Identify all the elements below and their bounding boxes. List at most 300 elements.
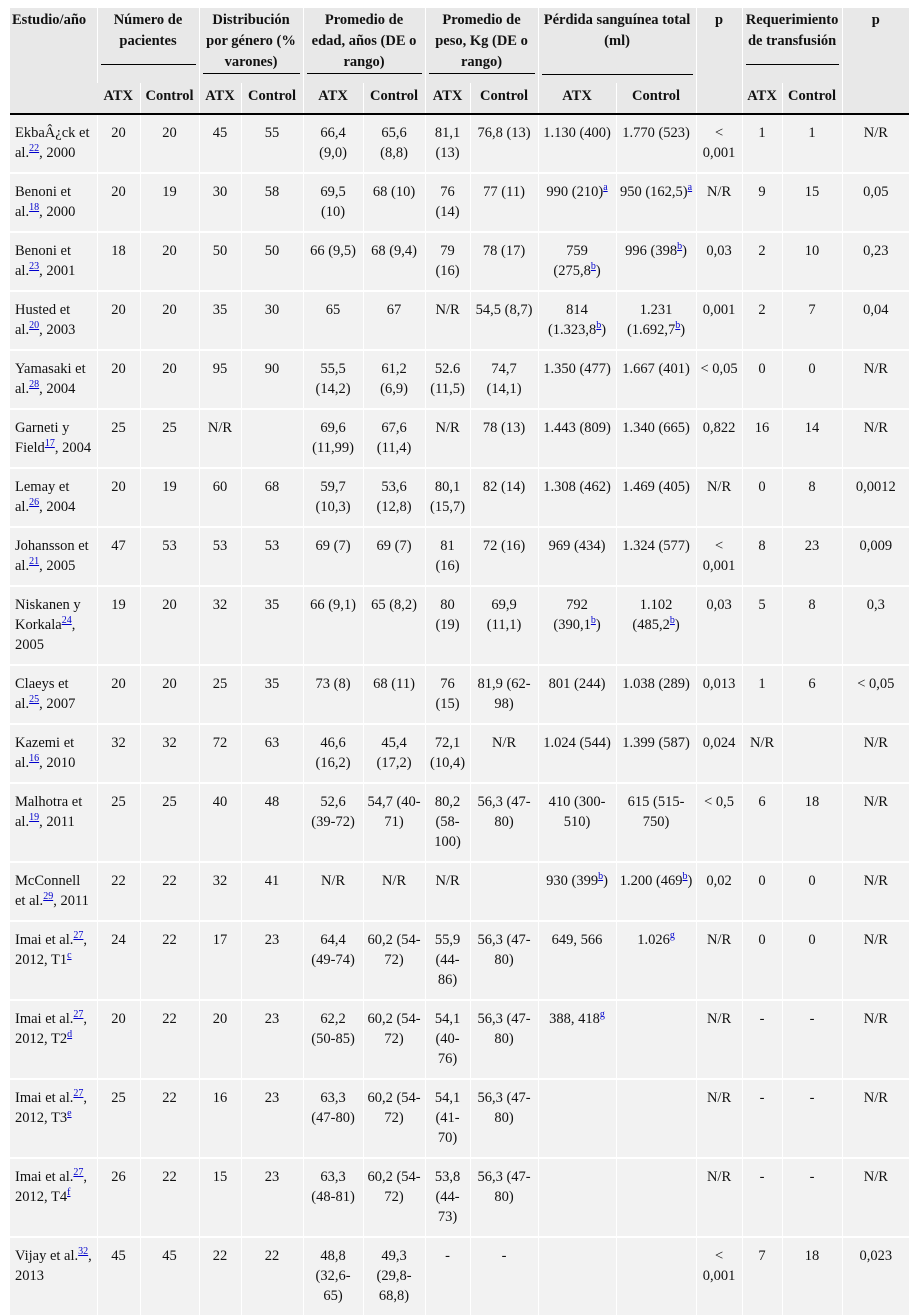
blood-loss-control-cell bbox=[616, 350, 696, 409]
patients-atx-cell: 20 bbox=[97, 114, 140, 173]
blood-loss-atx-cell bbox=[538, 1000, 616, 1079]
p-value-transfusion-cell: 0,023 bbox=[842, 1237, 909, 1316]
footnote-link[interactable]: b bbox=[596, 320, 602, 332]
blood-loss-value: 649, 566 bbox=[551, 932, 603, 948]
study-year: , 2012, T1 bbox=[15, 932, 88, 968]
study-cell bbox=[10, 291, 97, 350]
transfusion-control-cell: 0 bbox=[782, 921, 842, 1000]
blood-loss-atx-cell bbox=[538, 468, 616, 527]
gender-atx-cell: 60 bbox=[199, 468, 241, 527]
study-year: , 2000 bbox=[39, 145, 76, 161]
patients-atx-cell: 20 bbox=[97, 173, 140, 232]
weight-control-cell: 78 (13) bbox=[470, 409, 538, 468]
study-year: , 2012, T3 bbox=[15, 1090, 88, 1126]
transfusion-atx-cell: 16 bbox=[742, 409, 782, 468]
table-row bbox=[10, 1000, 909, 1079]
reference-link[interactable]: 27 bbox=[73, 930, 84, 942]
header-tr-atx: ATX bbox=[742, 83, 782, 114]
blood-loss-value: 1.231 (1.692,7 bbox=[626, 302, 676, 338]
blood-loss-value: 1.308 (462) bbox=[543, 479, 611, 495]
gender-atx-cell: 17 bbox=[199, 921, 241, 1000]
weight-control-cell: 54,5 (8,7) bbox=[470, 291, 538, 350]
p-value-blood-loss-cell: 0,001 bbox=[696, 291, 742, 350]
study-cell bbox=[10, 1000, 97, 1079]
transfusion-control-cell: - bbox=[782, 1079, 842, 1158]
study-year: , 2013 bbox=[15, 1248, 92, 1284]
blood-loss-value: 1.443 (809) bbox=[543, 420, 611, 436]
patients-control-cell: 20 bbox=[140, 586, 199, 665]
blood-loss-control-cell bbox=[616, 527, 696, 586]
header-age-control: Control bbox=[363, 83, 425, 114]
age-atx-cell: 66 (9,5) bbox=[303, 232, 363, 291]
weight-atx-cell: 81 (16) bbox=[425, 527, 470, 586]
blood-loss-control-cell bbox=[616, 468, 696, 527]
transfusion-control-cell: 14 bbox=[782, 409, 842, 468]
reference-link[interactable]: 29 bbox=[43, 891, 54, 903]
gender-atx-cell: 30 bbox=[199, 173, 241, 232]
p-value-transfusion-cell: N/R bbox=[842, 921, 909, 1000]
study-cell bbox=[10, 921, 97, 1000]
table-row bbox=[10, 468, 909, 527]
gender-atx-cell: N/R bbox=[199, 409, 241, 468]
footnote-link[interactable]: b bbox=[590, 615, 596, 627]
p-value-transfusion-cell: N/R bbox=[842, 862, 909, 921]
header-pat-control: Control bbox=[140, 83, 199, 114]
gender-control-cell bbox=[241, 409, 303, 468]
study-cell bbox=[10, 586, 97, 665]
weight-control-cell: 56,3 (47-80) bbox=[470, 783, 538, 862]
weight-atx-cell: - bbox=[425, 1237, 470, 1316]
table-row bbox=[10, 921, 909, 1000]
gender-atx-cell: 53 bbox=[199, 527, 241, 586]
study-year: , 2010 bbox=[39, 755, 76, 771]
blood-loss-atx-cell bbox=[538, 665, 616, 724]
blood-loss-value: 1.469 (405) bbox=[622, 479, 690, 495]
patients-atx-cell: 20 bbox=[97, 468, 140, 527]
patients-control-cell: 22 bbox=[140, 921, 199, 1000]
age-control-cell: N/R bbox=[363, 862, 425, 921]
table-row bbox=[10, 1237, 909, 1316]
weight-control-cell: 82 (14) bbox=[470, 468, 538, 527]
footnote-link[interactable]: b bbox=[598, 871, 604, 883]
patients-atx-cell: 25 bbox=[97, 409, 140, 468]
reference-link[interactable]: 27 bbox=[73, 1088, 84, 1100]
reference-link[interactable]: 24 bbox=[61, 615, 72, 627]
blood-loss-control-cell bbox=[616, 409, 696, 468]
study-cell bbox=[10, 232, 97, 291]
study-year: , 2004 bbox=[39, 499, 76, 515]
blood-loss-control-cell bbox=[616, 114, 696, 173]
gender-atx-cell: 32 bbox=[199, 586, 241, 665]
transfusion-control-cell: - bbox=[782, 1158, 842, 1237]
blood-loss-control-cell bbox=[616, 862, 696, 921]
reference-link[interactable]: 20 bbox=[29, 320, 40, 332]
age-control-cell: 68 (10) bbox=[363, 173, 425, 232]
patients-control-cell: 20 bbox=[140, 665, 199, 724]
weight-atx-cell: 80,2 (58-100) bbox=[425, 783, 470, 862]
blood-loss-control-cell bbox=[616, 586, 696, 665]
gender-control-cell: 68 bbox=[241, 468, 303, 527]
gender-control-cell: 23 bbox=[241, 1158, 303, 1237]
patients-control-cell: 53 bbox=[140, 527, 199, 586]
reference-link[interactable]: 26 bbox=[29, 497, 40, 509]
p-value-blood-loss-cell: < 0,001 bbox=[696, 1237, 742, 1316]
age-atx-cell: 62,2 (50-85) bbox=[303, 1000, 363, 1079]
p-value-transfusion-cell: 0,0012 bbox=[842, 468, 909, 527]
footnote-link[interactable]: e bbox=[67, 1108, 72, 1120]
blood-loss-value: 1.667 (401) bbox=[622, 361, 690, 377]
transfusion-control-cell: 10 bbox=[782, 232, 842, 291]
reference-link[interactable]: 18 bbox=[29, 202, 40, 214]
blood-loss-tail: ) bbox=[680, 322, 686, 338]
weight-control-cell: 81,9 (62-98) bbox=[470, 665, 538, 724]
footnote-link[interactable]: a bbox=[687, 182, 693, 194]
gender-atx-cell: 25 bbox=[199, 665, 241, 724]
blood-loss-control-cell bbox=[616, 724, 696, 783]
study-name: Imai et al. bbox=[15, 932, 74, 948]
reference-link[interactable]: 28 bbox=[29, 379, 40, 391]
study-cell bbox=[10, 1237, 97, 1316]
blood-loss-value: 1.350 (477) bbox=[543, 361, 611, 377]
transfusion-atx-cell: 2 bbox=[742, 291, 782, 350]
header-age bbox=[303, 8, 425, 83]
patients-atx-cell: 18 bbox=[97, 232, 140, 291]
footnote-link[interactable]: b bbox=[669, 615, 675, 627]
blood-loss-value: 1.102 (485,2 bbox=[632, 597, 673, 633]
weight-control-cell: 69,9 (11,1) bbox=[470, 586, 538, 665]
study-name: Imai et al. bbox=[15, 1011, 74, 1027]
age-atx-cell: 52,6 (39-72) bbox=[303, 783, 363, 862]
study-name: Vijay et al. bbox=[15, 1248, 79, 1264]
transfusion-control-cell: 1 bbox=[782, 114, 842, 173]
table-row bbox=[10, 527, 909, 586]
table-row bbox=[10, 409, 909, 468]
blood-loss-atx-cell bbox=[538, 173, 616, 232]
studies-table bbox=[10, 8, 909, 1316]
weight-atx-cell: 80 (19) bbox=[425, 586, 470, 665]
reference-link[interactable]: 16 bbox=[29, 753, 40, 765]
study-name: Yamasaki et al. bbox=[15, 361, 86, 397]
transfusion-atx-cell: - bbox=[742, 1158, 782, 1237]
gender-control-cell: 50 bbox=[241, 232, 303, 291]
header-weight-label: Promedio de peso, Kg (DE o rango) bbox=[429, 10, 535, 74]
footnote-link[interactable]: b bbox=[675, 320, 681, 332]
age-control-cell: 54,7 (40-71) bbox=[363, 783, 425, 862]
patients-atx-cell: 47 bbox=[97, 527, 140, 586]
gender-atx-cell: 32 bbox=[199, 862, 241, 921]
p-value-blood-loss-cell: N/R bbox=[696, 173, 742, 232]
p-value-blood-loss-cell: N/R bbox=[696, 1000, 742, 1079]
weight-control-cell: N/R bbox=[470, 724, 538, 783]
p-value-blood-loss-cell: N/R bbox=[696, 468, 742, 527]
reference-link[interactable]: 32 bbox=[78, 1246, 89, 1258]
patients-atx-cell: 22 bbox=[97, 862, 140, 921]
patients-atx-cell: 32 bbox=[97, 724, 140, 783]
age-control-cell: 65 (8,2) bbox=[363, 586, 425, 665]
transfusion-control-cell: 8 bbox=[782, 468, 842, 527]
study-name: Johansson et al. bbox=[15, 538, 89, 574]
study-name: Husted et al. bbox=[15, 302, 71, 338]
weight-control-cell bbox=[470, 862, 538, 921]
gender-control-cell: 23 bbox=[241, 1000, 303, 1079]
blood-loss-tail: ) bbox=[601, 322, 607, 338]
table-row bbox=[10, 1079, 909, 1158]
patients-atx-cell: 20 bbox=[97, 350, 140, 409]
reference-link[interactable]: 27 bbox=[73, 1009, 84, 1021]
study-year: , 2011 bbox=[39, 814, 75, 830]
weight-atx-cell: 72,1 (10,4) bbox=[425, 724, 470, 783]
patients-atx-cell: 20 bbox=[97, 665, 140, 724]
blood-loss-value: 1.399 (587) bbox=[622, 735, 690, 751]
study-year: , 2000 bbox=[39, 204, 76, 220]
patients-atx-cell: 25 bbox=[97, 1079, 140, 1158]
reference-link[interactable]: 17 bbox=[44, 438, 55, 450]
transfusion-atx-cell: 0 bbox=[742, 862, 782, 921]
p-value-blood-loss-cell: < 0,05 bbox=[696, 350, 742, 409]
blood-loss-control-cell bbox=[616, 921, 696, 1000]
p-value-blood-loss-cell: < 0,001 bbox=[696, 114, 742, 173]
header-age-atx: ATX bbox=[303, 83, 363, 114]
blood-loss-value: 950 (162,5) bbox=[619, 184, 688, 200]
age-control-cell: 45,4 (17,2) bbox=[363, 724, 425, 783]
blood-loss-value: 759 (275,8 bbox=[553, 243, 591, 279]
age-control-cell: 67 bbox=[363, 291, 425, 350]
weight-atx-cell: 81,1 (13) bbox=[425, 114, 470, 173]
blood-loss-value: 801 (244) bbox=[548, 676, 606, 692]
header-study: Estudio/año bbox=[10, 8, 97, 114]
weight-atx-cell: 55,9 (44-86) bbox=[425, 921, 470, 1000]
patients-atx-cell: 19 bbox=[97, 586, 140, 665]
study-year: , 2005 bbox=[15, 617, 76, 653]
study-cell bbox=[10, 724, 97, 783]
blood-loss-value: 1.026 bbox=[637, 932, 670, 948]
study-cell bbox=[10, 468, 97, 527]
header-p1: p bbox=[696, 8, 742, 114]
blood-loss-value: 1.130 (400) bbox=[543, 125, 611, 141]
patients-atx-cell: 25 bbox=[97, 783, 140, 862]
header-gen-control: Control bbox=[241, 83, 303, 114]
reference-link[interactable]: 21 bbox=[29, 556, 40, 568]
age-atx-cell: 69,6 (11,99) bbox=[303, 409, 363, 468]
gender-control-cell: 30 bbox=[241, 291, 303, 350]
table-row bbox=[10, 586, 909, 665]
blood-loss-atx-cell bbox=[538, 291, 616, 350]
blood-loss-control-cell bbox=[616, 783, 696, 862]
transfusion-atx-cell: 8 bbox=[742, 527, 782, 586]
table-body bbox=[10, 114, 909, 1316]
footnote-link[interactable]: c bbox=[67, 950, 72, 962]
blood-loss-value: 930 (399 bbox=[546, 873, 599, 889]
gender-atx-cell: 15 bbox=[199, 1158, 241, 1237]
gender-atx-cell: 40 bbox=[199, 783, 241, 862]
blood-loss-value: 990 (210) bbox=[546, 184, 604, 200]
table-row bbox=[10, 1158, 909, 1237]
study-year: , 2012, T2 bbox=[15, 1011, 88, 1047]
age-atx-cell: 48,8 (32,6-65) bbox=[303, 1237, 363, 1316]
study-cell bbox=[10, 1079, 97, 1158]
patients-atx-cell: 20 bbox=[97, 1000, 140, 1079]
age-control-cell: 65,6 (8,8) bbox=[363, 114, 425, 173]
p-value-transfusion-cell: N/R bbox=[842, 724, 909, 783]
header-transfusion-label: Requerimiento de transfusión bbox=[746, 10, 839, 65]
blood-loss-value: 792 (390,1 bbox=[553, 597, 591, 633]
study-name: Malhotra et al. bbox=[15, 794, 83, 830]
patients-control-cell: 19 bbox=[140, 173, 199, 232]
footnote-link[interactable]: b bbox=[677, 241, 683, 253]
blood-loss-control-cell bbox=[616, 1237, 696, 1316]
weight-atx-cell: 54,1 (41-70) bbox=[425, 1079, 470, 1158]
gender-atx-cell: 72 bbox=[199, 724, 241, 783]
transfusion-atx-cell: 0 bbox=[742, 468, 782, 527]
table-header bbox=[10, 8, 909, 114]
header-transfusion bbox=[742, 8, 842, 83]
age-control-cell: 61,2 (6,9) bbox=[363, 350, 425, 409]
blood-loss-value: 1.770 (523) bbox=[622, 125, 690, 141]
study-cell bbox=[10, 783, 97, 862]
study-name: Kazemi et al. bbox=[15, 735, 75, 771]
blood-loss-value: 615 (515-750) bbox=[627, 794, 685, 830]
blood-loss-atx-cell bbox=[538, 724, 616, 783]
weight-control-cell: 56,3 (47-80) bbox=[470, 1079, 538, 1158]
weight-control-cell: 74,7 (14,1) bbox=[470, 350, 538, 409]
transfusion-control-cell: 0 bbox=[782, 862, 842, 921]
transfusion-control-cell: 8 bbox=[782, 586, 842, 665]
header-blood-loss-label: Pérdida sanguínea total (ml) bbox=[542, 10, 693, 75]
blood-loss-control-cell bbox=[616, 1079, 696, 1158]
study-cell bbox=[10, 862, 97, 921]
reference-link[interactable]: 19 bbox=[29, 812, 40, 824]
study-cell bbox=[10, 527, 97, 586]
study-name: Imai et al. bbox=[15, 1090, 74, 1106]
weight-atx-cell: 80,1 (15,7) bbox=[425, 468, 470, 527]
weight-atx-cell: N/R bbox=[425, 862, 470, 921]
footnote-link[interactable]: g bbox=[669, 930, 675, 942]
gender-control-cell: 48 bbox=[241, 783, 303, 862]
age-control-cell: 68 (9,4) bbox=[363, 232, 425, 291]
study-year: , 2003 bbox=[39, 322, 76, 338]
study-year: , 2007 bbox=[39, 696, 76, 712]
patients-atx-cell: 26 bbox=[97, 1158, 140, 1237]
footnote-link[interactable]: g bbox=[599, 1009, 605, 1021]
table-row bbox=[10, 232, 909, 291]
header-blood-loss bbox=[538, 8, 696, 83]
gender-control-cell: 53 bbox=[241, 527, 303, 586]
reference-link[interactable]: 27 bbox=[73, 1167, 84, 1179]
p-value-blood-loss-cell: 0,822 bbox=[696, 409, 742, 468]
blood-loss-control-cell bbox=[616, 232, 696, 291]
transfusion-control-cell: 18 bbox=[782, 1237, 842, 1316]
footnote-link[interactable]: b bbox=[682, 871, 688, 883]
age-atx-cell: 73 (8) bbox=[303, 665, 363, 724]
weight-atx-cell: 54,1 (40-76) bbox=[425, 1000, 470, 1079]
footnote-link[interactable]: b bbox=[590, 261, 596, 273]
p-value-blood-loss-cell: < 0,001 bbox=[696, 527, 742, 586]
age-atx-cell: 66,4 (9,0) bbox=[303, 114, 363, 173]
p-value-transfusion-cell: 0,23 bbox=[842, 232, 909, 291]
header-gen-atx: ATX bbox=[199, 83, 241, 114]
p-value-transfusion-cell: N/R bbox=[842, 409, 909, 468]
weight-control-cell: 56,3 (47-80) bbox=[470, 921, 538, 1000]
blood-loss-value: 1.200 (469 bbox=[619, 873, 683, 889]
patients-control-cell: 22 bbox=[140, 1079, 199, 1158]
gender-control-cell: 23 bbox=[241, 921, 303, 1000]
transfusion-control-cell: 0 bbox=[782, 350, 842, 409]
gender-atx-cell: 95 bbox=[199, 350, 241, 409]
blood-loss-atx-cell bbox=[538, 232, 616, 291]
age-atx-cell: 69,5 (10) bbox=[303, 173, 363, 232]
footnote-link[interactable]: d bbox=[67, 1029, 73, 1041]
blood-loss-atx-cell bbox=[538, 409, 616, 468]
transfusion-atx-cell: N/R bbox=[742, 724, 782, 783]
age-atx-cell: 69 (7) bbox=[303, 527, 363, 586]
patients-control-cell: 25 bbox=[140, 409, 199, 468]
blood-loss-atx-cell bbox=[538, 862, 616, 921]
p-value-blood-loss-cell: 0,024 bbox=[696, 724, 742, 783]
transfusion-atx-cell: 5 bbox=[742, 586, 782, 665]
reference-link[interactable]: 22 bbox=[29, 143, 40, 155]
table-row bbox=[10, 665, 909, 724]
transfusion-control-cell: - bbox=[782, 1000, 842, 1079]
gender-control-cell: 35 bbox=[241, 586, 303, 665]
study-name: Benoni et al. bbox=[15, 243, 71, 279]
patients-control-cell: 20 bbox=[140, 232, 199, 291]
blood-loss-tail: ) bbox=[603, 873, 608, 889]
p-value-transfusion-cell: 0,04 bbox=[842, 291, 909, 350]
gender-control-cell: 23 bbox=[241, 1079, 303, 1158]
patients-control-cell: 20 bbox=[140, 350, 199, 409]
p-value-blood-loss-cell: < 0,5 bbox=[696, 783, 742, 862]
gender-control-cell: 90 bbox=[241, 350, 303, 409]
gender-atx-cell: 22 bbox=[199, 1237, 241, 1316]
blood-loss-atx-cell bbox=[538, 1237, 616, 1316]
transfusion-control-cell: 6 bbox=[782, 665, 842, 724]
blood-loss-control-cell bbox=[616, 1158, 696, 1237]
p-value-transfusion-cell: 0,3 bbox=[842, 586, 909, 665]
age-atx-cell: 64,4 (49-74) bbox=[303, 921, 363, 1000]
transfusion-atx-cell: 1 bbox=[742, 665, 782, 724]
p-value-blood-loss-cell: 0,02 bbox=[696, 862, 742, 921]
p-value-transfusion-cell: N/R bbox=[842, 114, 909, 173]
weight-atx-cell: 76 (14) bbox=[425, 173, 470, 232]
reference-link[interactable]: 25 bbox=[29, 694, 40, 706]
study-name: McConnell et al. bbox=[15, 873, 81, 909]
age-atx-cell: 66 (9,1) bbox=[303, 586, 363, 665]
header-bl-atx: ATX bbox=[538, 83, 616, 114]
weight-atx-cell: N/R bbox=[425, 291, 470, 350]
study-year: , 2001 bbox=[39, 263, 76, 279]
p-value-transfusion-cell: 0,05 bbox=[842, 173, 909, 232]
study-name: Claeys et al. bbox=[15, 676, 69, 712]
p-value-transfusion-cell: N/R bbox=[842, 783, 909, 862]
header-gender bbox=[199, 8, 303, 83]
transfusion-control-cell: 7 bbox=[782, 291, 842, 350]
header-p2: p bbox=[842, 8, 909, 114]
gender-control-cell: 22 bbox=[241, 1237, 303, 1316]
blood-loss-control-cell bbox=[616, 291, 696, 350]
footnote-link[interactable]: f bbox=[67, 1187, 71, 1199]
footnote-link[interactable]: a bbox=[603, 182, 608, 194]
patients-control-cell: 32 bbox=[140, 724, 199, 783]
gender-control-cell: 55 bbox=[241, 114, 303, 173]
table-row bbox=[10, 173, 909, 232]
reference-link[interactable]: 23 bbox=[29, 261, 40, 273]
study-year: , 2004 bbox=[54, 440, 92, 456]
blood-loss-control-cell bbox=[616, 665, 696, 724]
study-year: , 2005 bbox=[39, 558, 76, 574]
blood-loss-atx-cell bbox=[538, 1158, 616, 1237]
blood-loss-tail: ) bbox=[687, 873, 693, 889]
age-atx-cell: 46,6 (16,2) bbox=[303, 724, 363, 783]
